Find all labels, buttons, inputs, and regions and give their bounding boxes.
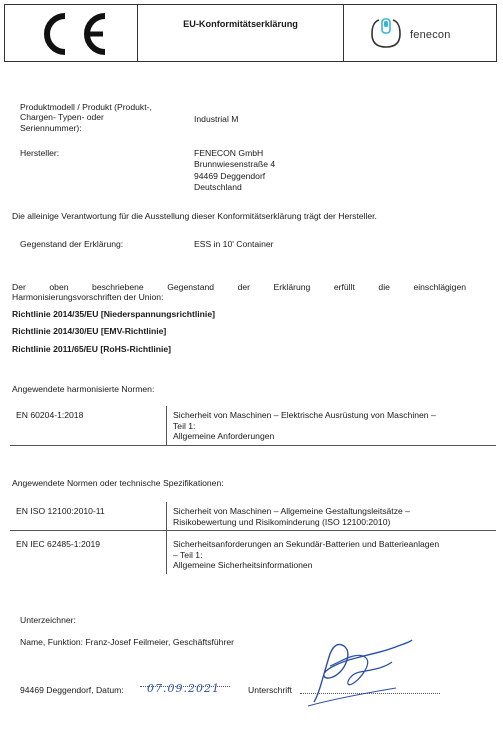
responsibility-statement: Die alleinige Verantwortung für die Ausstellung dieser Konformitätserklärung trägt der Hersteller. xyxy=(12,211,377,221)
signature-label: Unterschrift xyxy=(248,685,292,695)
directive-rohs: Richtlinie 2011/65/EU [RoHS-Richtlinie] xyxy=(12,344,172,354)
signatory-name: Name, Funktion: Franz-Josef Feilmeier, Geschäftsführer xyxy=(20,637,234,647)
fenecon-logo-icon xyxy=(370,16,402,50)
standard-code: EN ISO 12100:2010-11 xyxy=(10,502,167,531)
standard-description: Sicherheit von Maschinen – Allgemeine Gestaltungsleitsätze – Risikobewertung und Risikominderung (ISO 12100:2010) xyxy=(167,502,497,531)
harmonised-heading: Angewendete harmonisierte Normen: xyxy=(12,384,155,394)
directive-lvd: Richtlinie 2014/35/EU [Niederspannungsrichtlinie] xyxy=(12,309,215,319)
signature-image xyxy=(300,632,420,712)
manufacturer-address: FENECON GmbH Brunnwiesenstraße 4 94469 Deggendorf Deutschland xyxy=(194,148,276,193)
handwritten-date: 07.09.2021 xyxy=(147,682,220,695)
directive-emc: Richtlinie 2014/30/EU [EMV-Richtlinie] xyxy=(12,326,167,336)
subject-value: ESS in 10' Container xyxy=(194,239,274,249)
table-row xyxy=(10,406,496,445)
conformity-line-1: Der oben beschriebene Gegenstand der Erklärung erfüllt die einschlägigen xyxy=(12,282,466,292)
standard-code: EN 60204-1:2018 xyxy=(10,406,167,445)
header-ce-cell xyxy=(4,4,138,62)
fenecon-logo-text: fenecon xyxy=(410,29,451,41)
page-title: EU-Konformitätserklärung xyxy=(183,19,298,29)
header-logo-cell xyxy=(344,4,497,62)
technical-table xyxy=(10,502,496,574)
ce-mark-icon xyxy=(35,11,111,57)
header-title-cell xyxy=(138,4,344,62)
product-label: Produktmodell / Produkt (Produkt-, Chargen- Typen- oder Seriennummer): xyxy=(20,102,152,133)
subject-label: Gegenstand der Erklärung: xyxy=(20,239,124,249)
table-row xyxy=(10,531,496,574)
signatory-heading: Unterzeichner: xyxy=(20,615,76,625)
conformity-line-2: Harmonisierungsvorschriften der Union: xyxy=(12,292,164,302)
harmonised-table xyxy=(10,406,496,446)
standard-description: Sicherheit von Maschinen – Elektrische Ausrüstung von Maschinen – Teil 1: Allgemeine Anforderungen xyxy=(167,406,497,445)
product-value: Industrial M xyxy=(194,114,239,124)
table-row xyxy=(10,502,496,531)
standard-code: EN IEC 62485-1:2019 xyxy=(16,539,101,550)
place-date-label: 94469 Deggendorf, Datum: xyxy=(20,685,124,695)
manufacturer-label: Hersteller: xyxy=(20,148,60,158)
technical-heading: Angewendete Normen oder technische Spezifikationen: xyxy=(12,478,224,488)
standard-description: Sicherheitsanforderungen an Sekundär-Batterien und Batterieanlagen – Teil 1: Allgemeine Sicherheitsinformationen xyxy=(167,531,497,574)
